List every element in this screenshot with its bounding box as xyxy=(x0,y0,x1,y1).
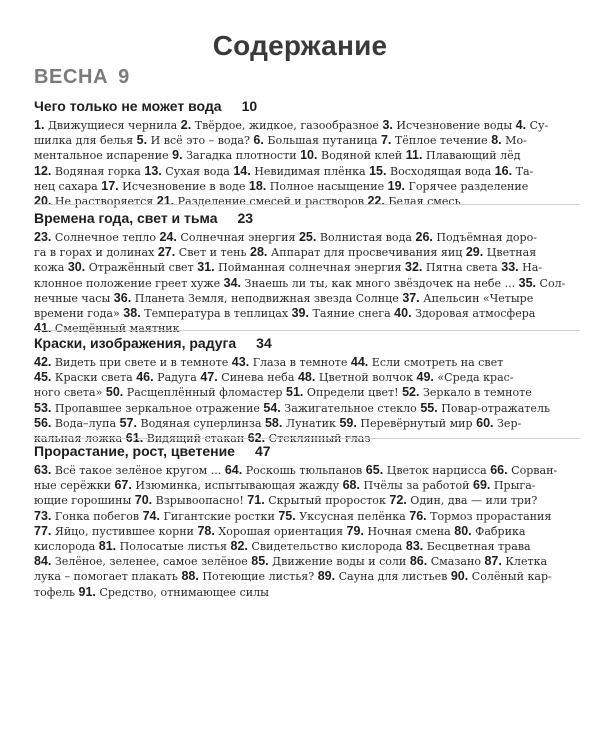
section-page: 47 xyxy=(254,443,271,459)
toc-line: нечные часы 36. Планета Земля, неподвижная звезда Солнце 37. Апельсин «Четыре xyxy=(34,290,534,305)
toc-line: 63. Всё такое зелёное кругом ... 64. Роскошь тюльпанов 65. Цветок нарцисса 66. Сорван- xyxy=(34,463,558,477)
toc-line: 56. Вода–лупа 57. Водяная суперлинза 58. Лунатик 59. Перевёрнутый мир 60. Зер- xyxy=(34,415,522,430)
toc-section xyxy=(34,333,580,446)
divider xyxy=(34,438,580,439)
toc-line: 12. Водяная горка 13. Сухая вода 14. Невидимая плёнка 15. Восходящая вода 16. Та- xyxy=(34,163,534,178)
toc-line: 53. Пропавшее зеркальное отражение 54. Зажигательное стекло 55. Повар-отражатель xyxy=(34,400,550,415)
toc-line: 42. Видеть при свете и в темноте 43. Глаза в темноте 44. Если смотреть на свет xyxy=(34,355,504,369)
section-title: Времена года, свет и тьма xyxy=(34,210,218,226)
toc-line: ные серёжки 67. Изюминка, испытывающая жажду 68. Пчёлы за работой 69. Прыга- xyxy=(34,478,536,493)
toc-line: тофель 91. Средство, отнимающее силы xyxy=(34,584,269,599)
toc-line: ментальное испарение 9. Загадка плотности 10. Водяной клей 11. Плавающий лёд xyxy=(34,148,521,163)
toc-line: клонное положение греет хуже 34. Знаешь ли ты, как много звёздочек на небе ... 35. Сол- xyxy=(34,275,566,290)
section-page: 10 xyxy=(241,98,258,114)
section-entries xyxy=(34,230,580,336)
toc-line: кожа 30. Отражённый свет 31. Поймaнная солнечная энергия 32. Пятна света 33. На- xyxy=(34,260,543,275)
toc-section xyxy=(34,96,580,209)
section-entries xyxy=(34,118,580,209)
toc-line: кальная ложка 61. Видящий стакан 62. Стеклянный глаз xyxy=(34,431,371,446)
toc-line: 41. Смещённый маятник xyxy=(34,321,180,336)
toc-line: 45. Краски света 46. Радуга 47. Синева неба 48. Цветной волчок 49. «Среда крас- xyxy=(34,370,514,385)
toc-line: 20. Не растворяется 21. Разделение смесей и растворов 22. Белая смесь xyxy=(34,194,461,209)
toc-line: времени года» 38. Температура в теплицах 39. Таяние снега 40. Здоровая атмосфера xyxy=(34,306,536,321)
section-heading[interactable] xyxy=(34,208,580,228)
section-heading[interactable] xyxy=(34,441,580,461)
section-title: Краски, изображения, радуга xyxy=(34,335,237,351)
section-page: 34 xyxy=(256,335,272,351)
toc-line: 23. Солнечное тепло 24. Солнечная энергия 25. Волнистая вода 26. Подъёмная доро- xyxy=(34,230,537,244)
divider xyxy=(34,330,580,331)
toc-line: кислорода 81. Полосатые листья 82. Свидетельство кислорода 83. Бесцветная трава xyxy=(34,539,531,554)
section-page: 23 xyxy=(237,210,254,226)
toc-section xyxy=(34,208,580,336)
section-entries xyxy=(34,355,580,446)
toc-line: 84. Зелёное, зеленее, самое зелёное 85. Движение воды и соли 86. Смазано 87. Клетка xyxy=(34,554,548,569)
toc-line: 73. Гонка побегов 74. Гигантские ростки 75. Уксусная пелёнка 76. Тормоз прорастания xyxy=(34,508,552,523)
section-title: Прорастание, рост, цветение xyxy=(34,443,235,459)
season-heading xyxy=(34,66,130,89)
toc-line: 1. Движущиеся чернила 2. Твёрдое, жидкое, газообразное 3. Исчезновение воды 4. Су- xyxy=(34,118,549,132)
season-page: 9 xyxy=(118,66,130,88)
season-name: ВЕСНА xyxy=(34,66,109,88)
section-heading[interactable] xyxy=(34,96,580,116)
section-title: Чего только не может вода xyxy=(34,98,222,114)
toc-line: шилка для белья 5. И всё это – вода? 6. Большая путаница 7. Тёплое течение 8. Мо- xyxy=(34,133,527,148)
toc-line: 77. Яйцо, пустившее корни 78. Хорошая ориентация 79. Ночная смена 80. Фабрика xyxy=(34,523,526,538)
section-heading[interactable] xyxy=(34,333,580,353)
section-entries xyxy=(34,463,580,600)
toc-section xyxy=(34,441,580,600)
divider xyxy=(34,204,580,205)
toc-line: ющие горошины 70. Взрывоопасно! 71. Скрытый проросток 72. Один, два — или три? xyxy=(34,493,538,508)
toc-line: лука – помогает плакать 88. Потеющие листья? 89. Сауна для листьев 90. Солёный кар- xyxy=(34,569,552,584)
toc-line: ного света» 50. Расщеплённый фломастер 51. Определи цвет! 52. Зеркало в темноте xyxy=(34,385,532,400)
toc-line: га в горах и долинах 27. Свет и тень 28. Аппарат для просвечивания яиц 29. Цветная xyxy=(34,245,537,260)
toc-line: нец сахара 17. Исчезновение в воде 18. Полное насыщение 19. Горячее разделение xyxy=(34,178,529,193)
page-title: Содержание xyxy=(212,30,388,61)
